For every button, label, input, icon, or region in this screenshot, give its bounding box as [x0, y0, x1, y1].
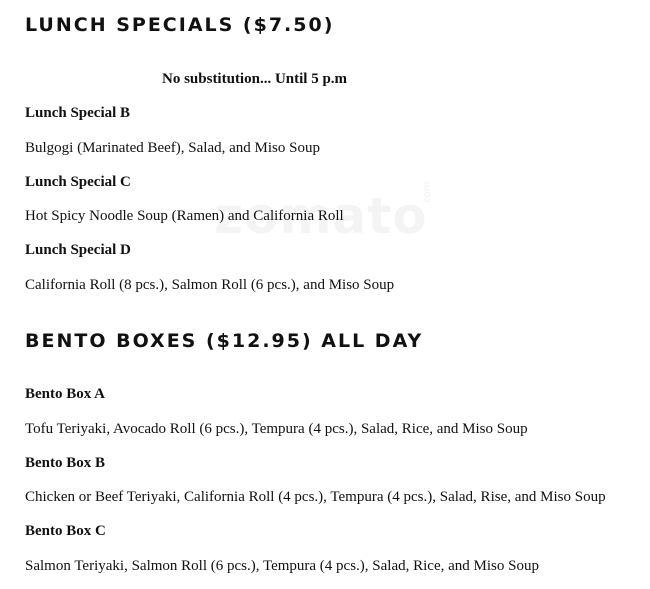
- bento-box-c-desc: Salmon Teriyaki, Salmon Roll (6 pcs.), Tempura (4 pcs.), Salad, Rice, and Miso Soup: [25, 558, 539, 574]
- bento-box-a-desc: Tofu Teriyaki, Avocado Roll (6 pcs.), Tempura (4 pcs.), Salad, Rice, and Miso Soup: [25, 421, 528, 437]
- lunch-special-d-desc: California Roll (8 pcs.), Salmon Roll (6 pcs.), and Miso Soup: [25, 277, 395, 293]
- lunch-special-d-title: Lunch Special D: [25, 242, 131, 258]
- lunch-special-c-title: Lunch Special C: [25, 174, 131, 190]
- bento-boxes-heading: BENTO BOXES ($12.95) ALL DAY: [25, 330, 424, 352]
- substitution-note: No substitution... Until 5 p.m: [162, 71, 348, 87]
- bento-box-b-desc: Chicken or Beef Teriyaki, California Roll (4 pcs.), Tempura (4 pcs.), Salad, Rise, and Miso Soup: [25, 489, 606, 505]
- bento-box-b-title: Bento Box B: [25, 455, 106, 471]
- bento-box-a-title: Bento Box A: [25, 386, 106, 402]
- zomato-watermark-suffix: .com: [422, 181, 433, 206]
- lunch-special-b-desc: Bulgogi (Marinated Beef), Salad, and Miso Soup: [25, 140, 320, 156]
- bento-box-c-title: Bento Box C: [25, 523, 106, 539]
- lunch-special-b-title: Lunch Special B: [25, 105, 131, 121]
- lunch-specials-heading: LUNCH SPECIALS ($7.50): [25, 14, 335, 36]
- lunch-special-c-desc: Hot Spicy Noodle Soup (Ramen) and California Roll: [25, 208, 344, 224]
